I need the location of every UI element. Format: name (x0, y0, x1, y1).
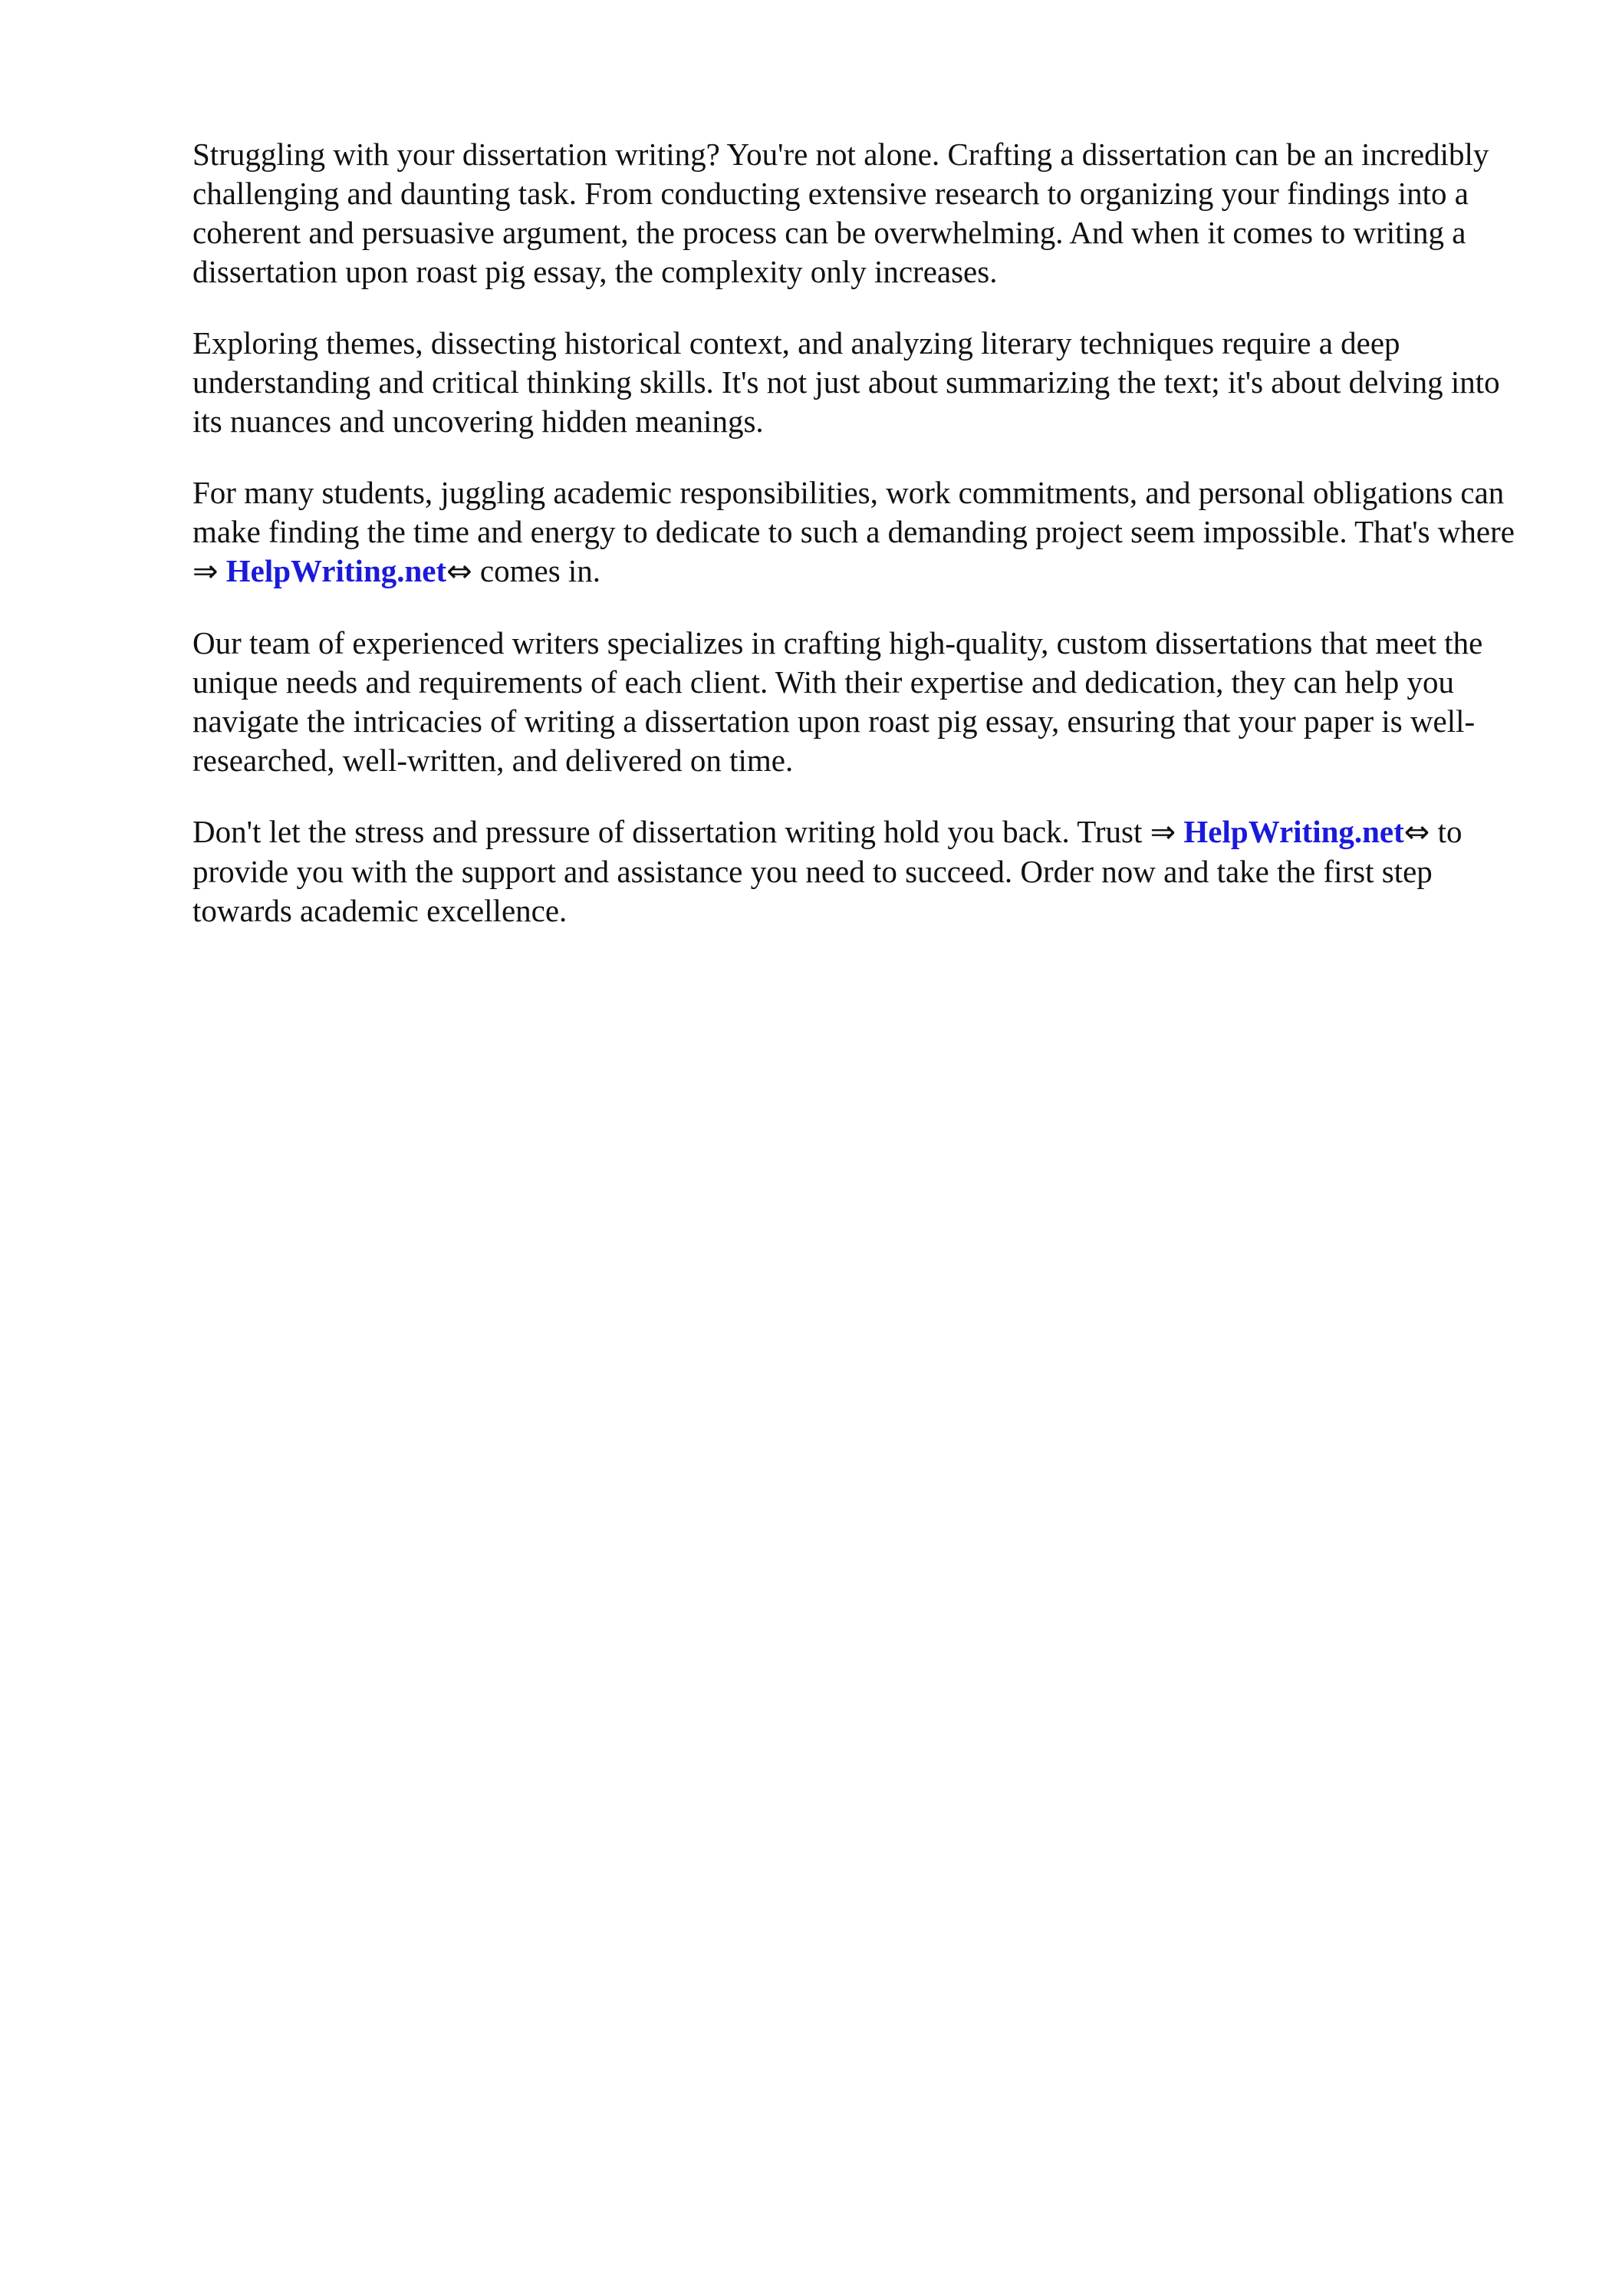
right-double-arrow-icon: ⇒ (1150, 815, 1176, 850)
left-right-double-arrow-icon: ⇔ (446, 554, 472, 589)
document-body (192, 135, 1527, 963)
paragraph-trust-tail: to provide you with the support and assistance you need to succeed. Order now and take the first step towards academic excellence. (192, 814, 1462, 928)
helpwriting-link[interactable]: HelpWriting.net (1183, 814, 1404, 849)
paragraph-students-tail: comes in. (479, 553, 601, 588)
paragraph-trust-text: Don't let the stress and pressure of dissertation writing hold you back. Trust (192, 814, 1143, 849)
paragraph-students (192, 473, 1527, 591)
paragraph-team: Our team of experienced writers specializes in crafting high-quality, custom dissertations that meet the unique needs and requirements of each client. With their expertise and dedication, they can help you navigate the intricacies of writing a dissertation upon roast pig essay, ensuring that your paper is well-researched, well-written, and delivered on time. (192, 625, 1483, 778)
paragraph-intro: Struggling with your dissertation writing? You're not alone. Crafting a dissertation can be an incredibly challenging and daunting task. From conducting extensive research to organizing your findings into a coherent and persuasive argument, the process can be overwhelming. And when it comes to writing a dissertation upon roast pig essay, the complexity only increases. (192, 137, 1489, 289)
paragraph-trust (192, 812, 1527, 931)
paragraph-students-text: For many students, juggling academic responsibilities, work commitments, and personal obligations can make finding the time and energy to dedicate to such a demanding project seem impossible. That's where (192, 475, 1515, 549)
right-double-arrow-icon: ⇒ (192, 554, 219, 589)
left-right-double-arrow-icon: ⇔ (1403, 815, 1430, 850)
helpwriting-link[interactable]: HelpWriting.net (225, 553, 447, 588)
paragraph-themes: Exploring themes, dissecting historical context, and analyzing literary techniques require a deep understanding and critical thinking skills. It's not just about summarizing the text; it's about delving into its nuances and uncovering hidden meanings. (192, 325, 1500, 439)
